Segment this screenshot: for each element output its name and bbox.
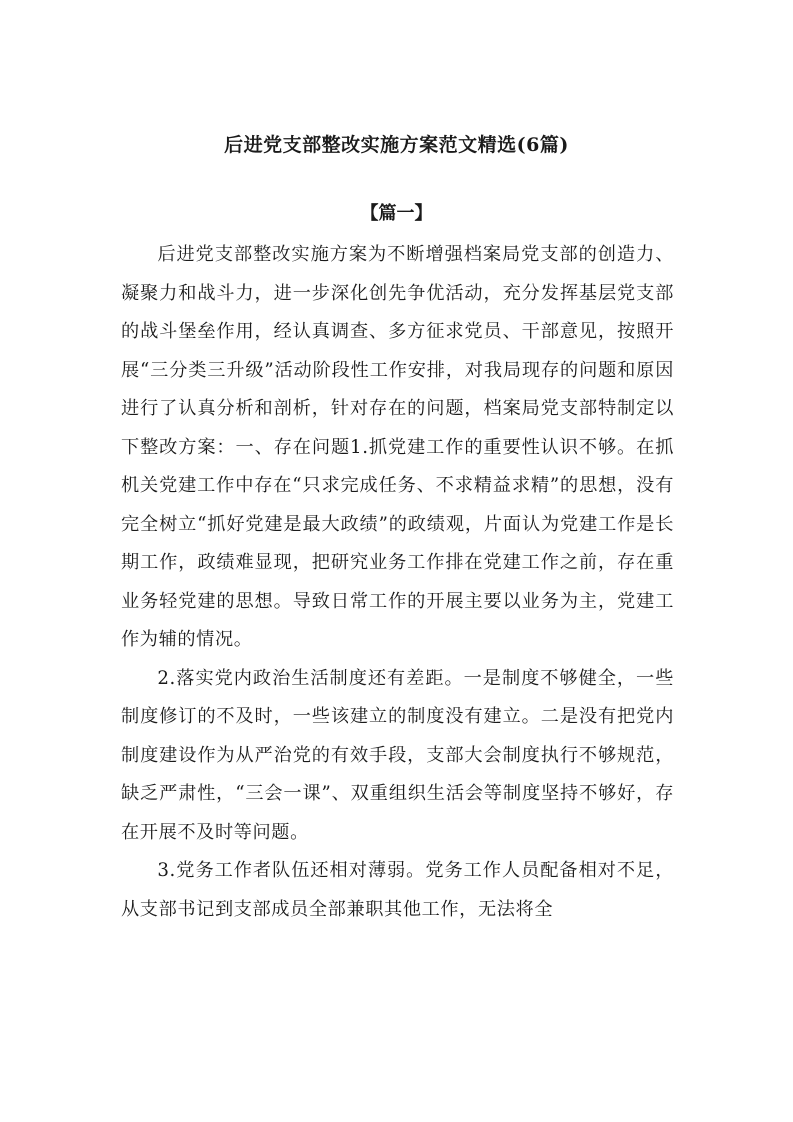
- section-heading: 【篇一】: [360, 203, 433, 224]
- paragraph-2: 2.落实党内政治生活制度还有差距。一是制度不够健全，一些制度修订的不及时，一些该建立的制度没有建立。二是没有把党内制度建设作为从严治党的有效手段，支部大会制度执行不够规范，缺乏严肃性，“三会一课”、双重组织生活会等制度坚持不够好，存在开展不及时等问题。: [121, 667, 674, 843]
- document-title: 后进党支部整改实施方案范文精选(6篇): [224, 134, 569, 156]
- document-body: [121, 236, 674, 929]
- paragraph-3: 3.党务工作者队伍还相对薄弱。党务工作人员配备相对不足，从支部书记到支部成员全部兼职其他工作，无法将全: [121, 860, 674, 920]
- paragraph-1: 后进党支部整改实施方案为不断增强档案局党支部的创造力、凝聚力和战斗力，进一步深化创先争优活动，充分发挥基层党支部的战斗堡垒作用，经认真调查、多方征求党员、干部意见，按照开展“三分类三升级”活动阶段性工作安排，对我局现存的问题和原因进行了认真分析和剖析，针对存在的问题，档案局党支部特制定以下整改方案：一、存在问题1.抓党建工作的重要性认识不够。在抓机关党建工作中存在“只求完成任务、不求精益求精”的思想，没有完全树立“抓好党建是最大政绩”的政绩观，片面认为党建工作是长期工作，政绩难显现，把研究业务工作排在党建工作之前，存在重业务轻党建的思想。导致日常工作的开展主要以业务为主，党建工作为辅的情况。: [121, 244, 674, 650]
